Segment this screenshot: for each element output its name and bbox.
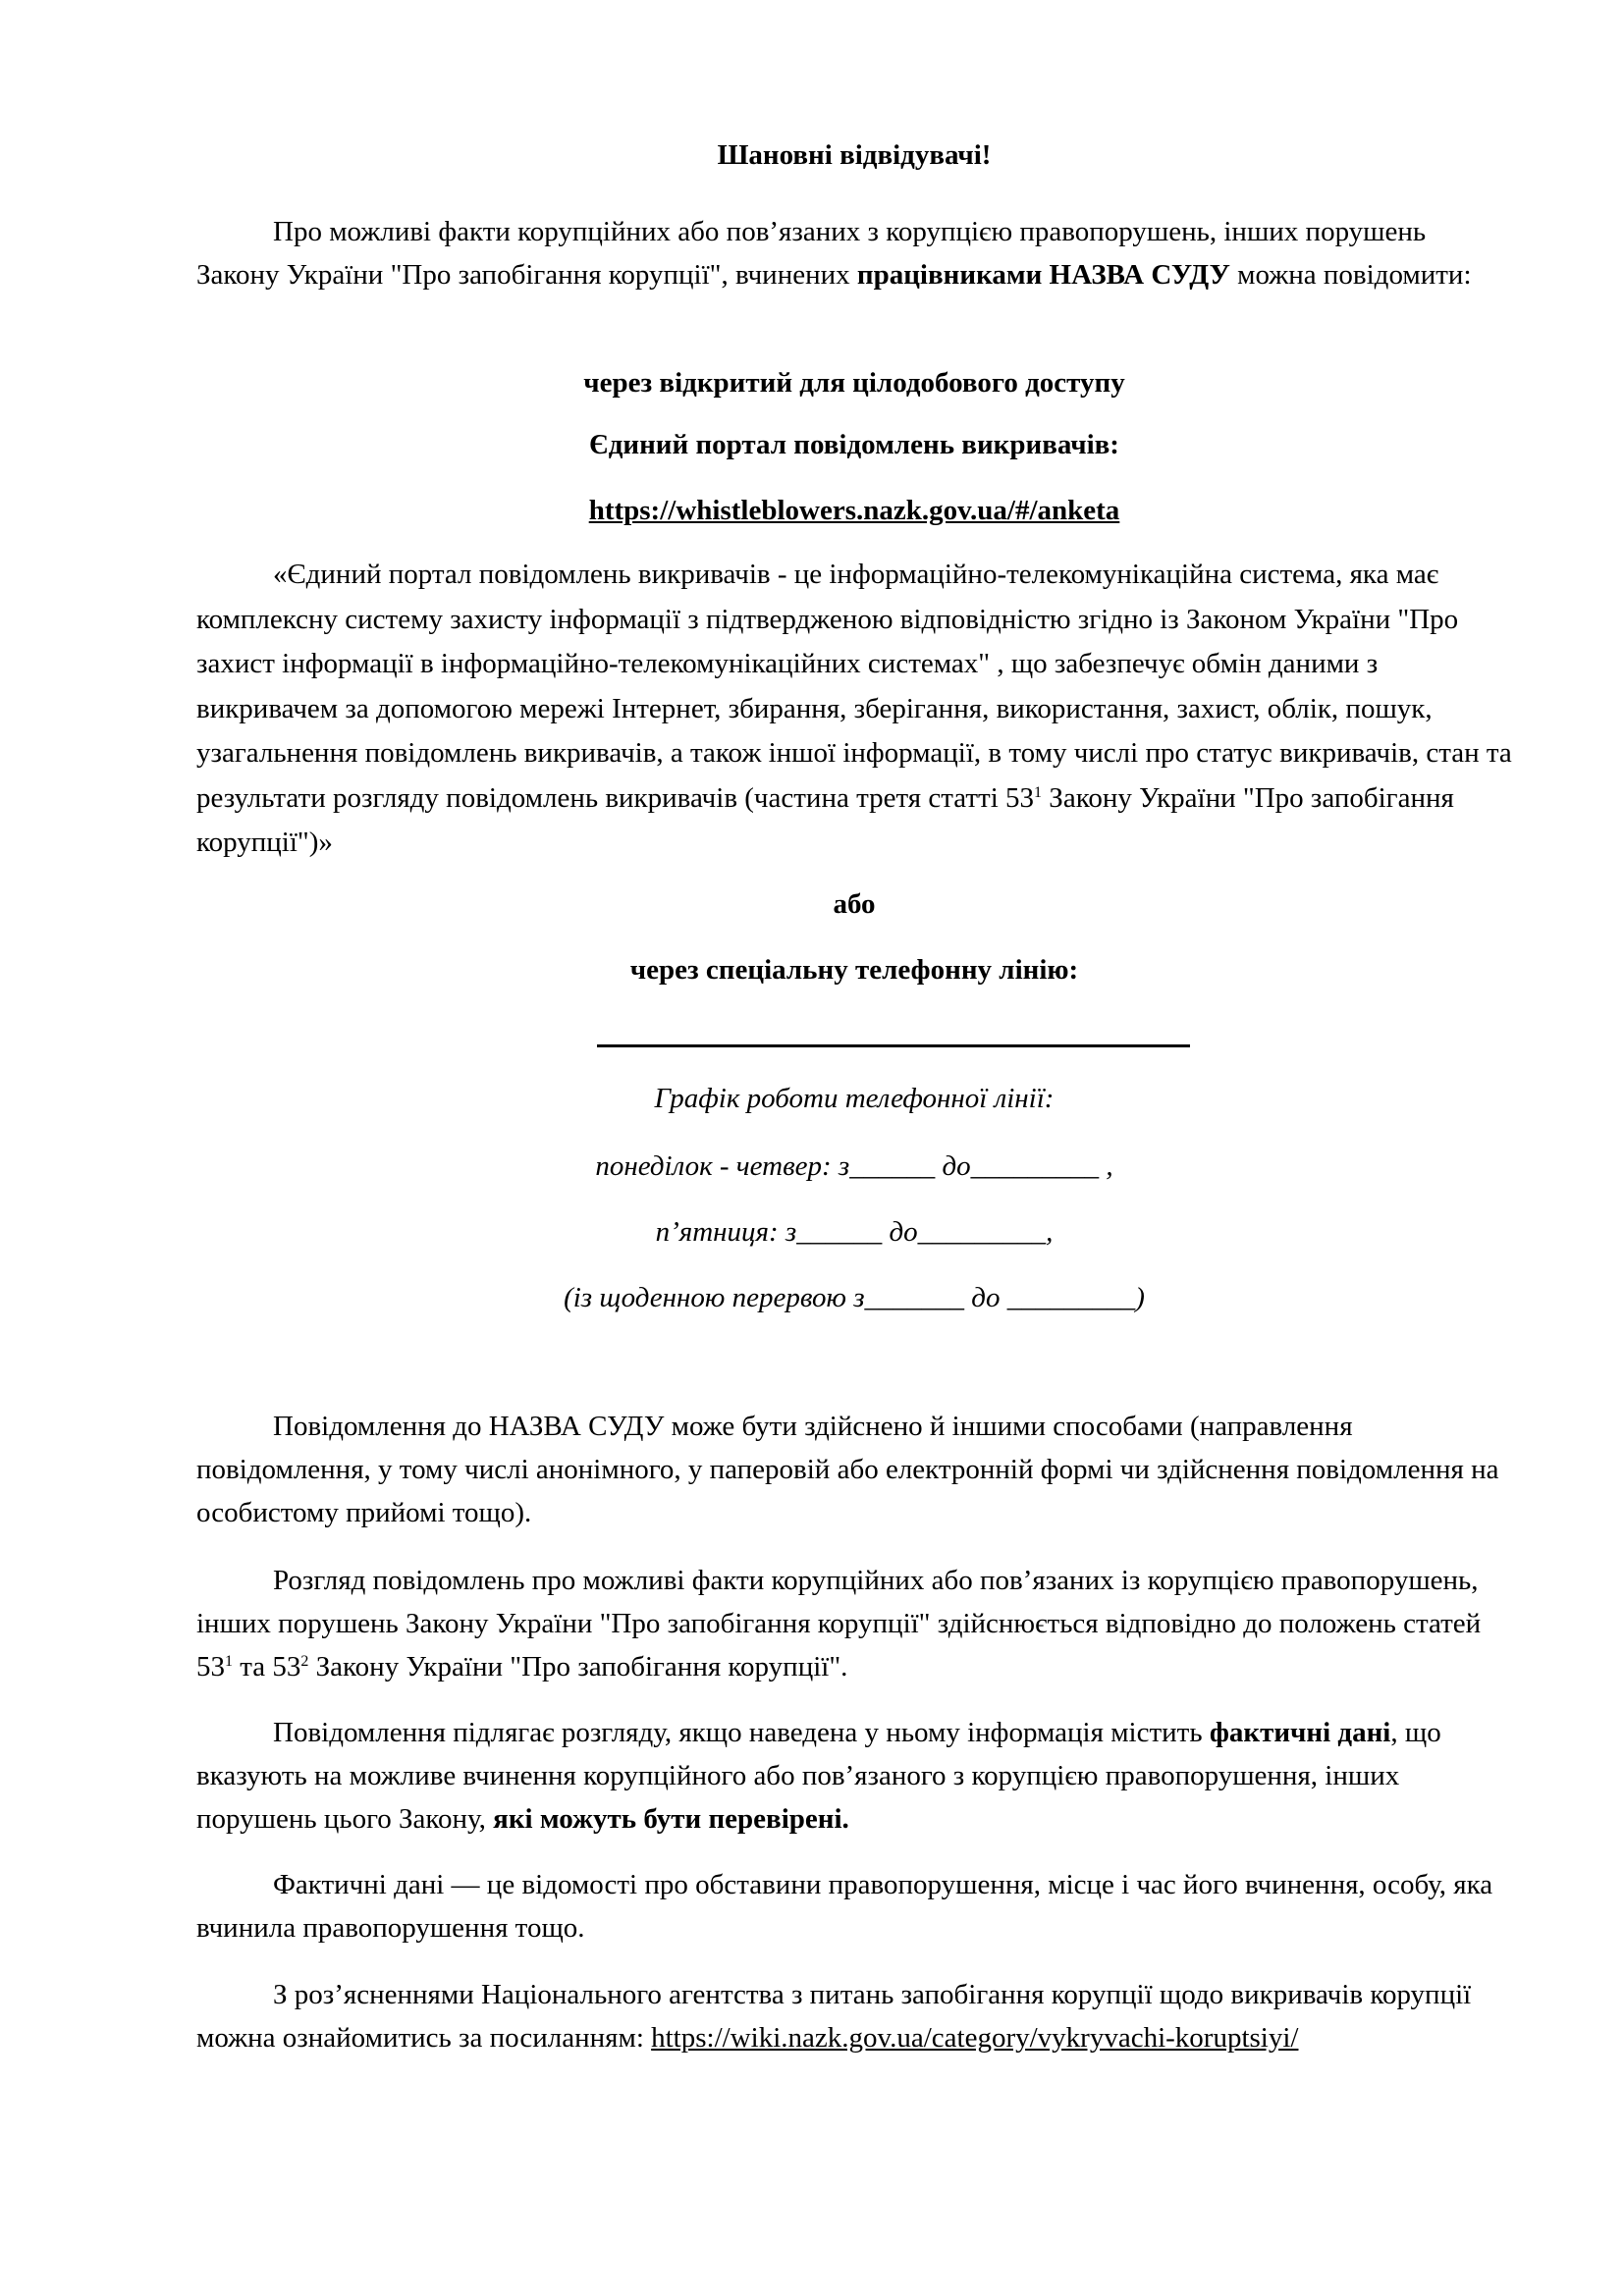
intro-text-end: можна повідомити:	[1229, 259, 1472, 291]
or-label: або	[833, 888, 876, 920]
schedule-break: (із щоденною перервою з_______ до _________)	[564, 1282, 1145, 1313]
review-mid: та 53	[233, 1651, 301, 1682]
intro-text: Про можливі факти корупційних або пов’язаних з корупцією правопорушень, інших порушень Закону України "Про запобігання корупції", вчинених	[196, 216, 1427, 291]
quote-sup: 1	[1034, 783, 1043, 801]
quote-paragraph	[196, 553, 1512, 866]
review-paragraph	[196, 1559, 1512, 1688]
subject-bold-1: фактичні дані	[1209, 1717, 1391, 1748]
subject-paragraph	[196, 1711, 1512, 1841]
review-sup-2: 2	[300, 1653, 309, 1670]
schedule-fri: п’ятниця: з______ до_________,	[655, 1216, 1054, 1248]
phone-number-blank	[597, 1044, 1190, 1047]
schedule-mon-thu: понеділок - четвер: з______ до_________ ,	[595, 1150, 1113, 1182]
subject-text: Повідомлення підлягає розгляду, якщо наведена у ньому інформація містить	[273, 1717, 1210, 1748]
portal-line-2: Єдиний портал повідомлень викривачів:	[589, 429, 1119, 460]
nazk-paragraph	[196, 1973, 1512, 2059]
quote-text: «Єдиний портал повідомлень викривачів - це інформаційно-телекомунікаційна система, яка має комплексну систему захисту інформації з підтвердженою відповідністю згідно із Законом України "Про захист інформації в інформаційно-телекомунікаційних системах" , що забезпечує обмін даними з викривачем за допомогою мережі Інтернет, збирання, зберігання, використання, захист, облік, пошук, узагальнення повідомлень викривачів, а також іншої інформації, в тому числі про статус викривачів, стан та результати розгляду повідомлень викривачів (частина третя статті 53	[196, 559, 1512, 814]
review-text: Розгляд повідомлень про можливі факти корупційних або пов’язаних із корупцією правопорушень, інших порушень Закону України "Про запобігання корупції" здійснюється відповідно до положень статей 53	[196, 1565, 1482, 1682]
phone-heading: через спеціальну телефонну лінію:	[629, 954, 1079, 986]
subject-bold-2: які можуть бути перевірені.	[493, 1803, 849, 1835]
quote-text-end: Закону України "Про запобігання корупції")»	[196, 781, 1454, 858]
portal-line-1: через відкритий для цілодобового доступу	[583, 367, 1125, 399]
nazk-text: З роз’ясненнями Національного агентства з питань запобігання корупції щодо викривачів корупції можна ознайомитись за посиланням:	[196, 1979, 1472, 2054]
schedule-title: Графік роботи телефонної лінії:	[654, 1083, 1055, 1114]
facts-paragraph: Фактичні дані — це відомості про обставини правопорушення, місце і час його вчинення, особу, яка вчинила правопорушення тощо.	[196, 1869, 1493, 1944]
intro-paragraph	[196, 210, 1512, 296]
page-title: Шановні відвідувачі!	[717, 139, 992, 171]
nazk-wiki-link[interactable]: https://wiki.nazk.gov.ua/category/vykryvachi-koruptsiyi/	[651, 2022, 1299, 2054]
portal-link[interactable]: https://whistleblowers.nazk.gov.ua/#/anketa	[588, 495, 1120, 526]
other-methods-paragraph: Повідомлення до НАЗВА СУДУ може бути здійснено й іншими способами (направлення повідомлення, у тому числі анонімного, у паперовій або електронній формі чи здійснення повідомлення на особистому прийомі тощо).	[196, 1411, 1499, 1528]
review-text-end: Закону України "Про запобігання корупції".	[308, 1651, 848, 1682]
review-sup-1: 1	[225, 1653, 233, 1670]
subject-text-2: , що вказують на можливе вчинення корупційного або пов’язаного з корупцією правопорушення, інших порушень цього Закону,	[196, 1717, 1441, 1835]
intro-bold: працівниками НАЗВА СУДУ	[856, 259, 1230, 291]
